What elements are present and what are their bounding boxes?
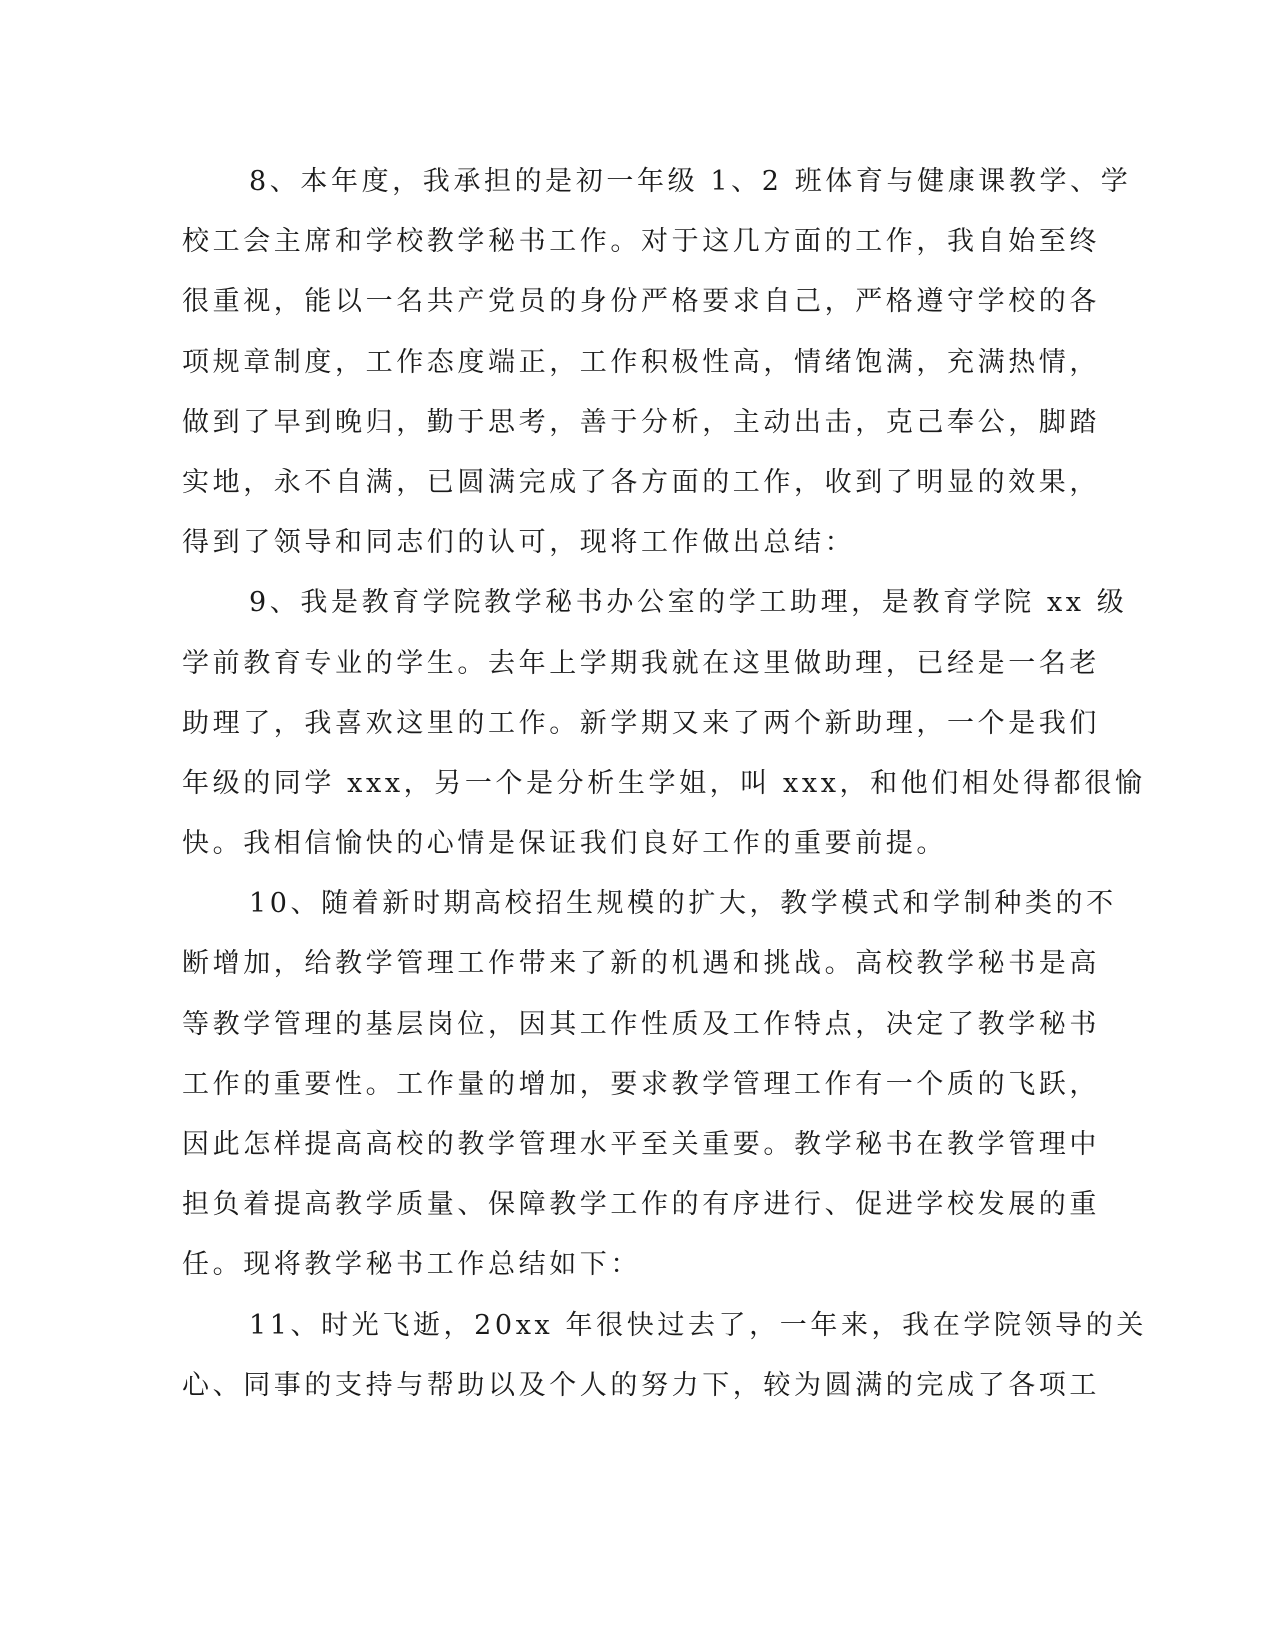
paragraph-line: 校工会主席和学校教学秘书工作。对于这几方面的工作，我自始至终 bbox=[182, 226, 1100, 258]
paragraph-line: 11、时光飞逝，20xx 年很快过去了，一年来，我在学院领导的关 bbox=[249, 1309, 1147, 1341]
paragraph-line: 助理了，我喜欢这里的工作。新学期又来了两个新助理，一个是我们 bbox=[182, 707, 1100, 739]
paragraph-11 bbox=[182, 1304, 1147, 1424]
paragraph-line: 很重视，能以一名共产党员的身份严格要求自己，严格遵守学校的各 bbox=[182, 286, 1100, 318]
paragraph-line: 工作的重要性。工作量的增加，要求教学管理工作有一个质的飞跃， bbox=[182, 1068, 1100, 1100]
paragraph-line: 项规章制度，工作态度端正，工作积极性高，情绪饱满，充满热情， bbox=[182, 346, 1100, 378]
paragraph-line: 9、我是教育学院教学秘书办公室的学工助理，是教育学院 xx 级 bbox=[249, 587, 1128, 619]
paragraph-line: 因此怎样提高高校的教学管理水平至关重要。教学秘书在教学管理中 bbox=[182, 1129, 1100, 1160]
paragraph-line: 10、随着新时期高校招生规模的扩大，教学模式和学制种类的不 bbox=[249, 888, 1117, 920]
paragraph-line: 8、本年度，我承担的是初一年级 1、2 班体育与健康课教学、学 bbox=[249, 166, 1132, 197]
paragraph-line: 任。现将教学秘书工作总结如下： bbox=[182, 1249, 641, 1281]
paragraph-line: 做到了早到晚归，勤于思考，善于分析，主动出击，克己奉公，脚踏 bbox=[182, 406, 1100, 438]
paragraph-line: 心、同事的支持与帮助以及个人的努力下，较为圆满的完成了各项工 bbox=[182, 1369, 1100, 1401]
paragraph-9 bbox=[182, 581, 1146, 882]
paragraph-line: 等教学管理的基层岗位，因其工作性质及工作特点，决定了教学秘书 bbox=[182, 1008, 1100, 1040]
paragraph-line: 断增加，给教学管理工作带来了新的机遇和挑战。高校教学秘书是高 bbox=[182, 948, 1100, 980]
paragraph-line: 年级的同学 xxx，另一个是分析生学姐，叫 xxx，和他们相处得都很愉 bbox=[182, 767, 1146, 799]
document-body bbox=[182, 160, 1147, 1424]
paragraph-line: 快。我相信愉快的心情是保证我们良好工作的重要前提。 bbox=[182, 828, 947, 860]
paragraph-line: 担负着提高教学质量、保障教学工作的有序进行、促进学校发展的重 bbox=[182, 1189, 1100, 1221]
paragraph-line: 得到了领导和同志们的认可，现将工作做出总结： bbox=[182, 527, 856, 559]
paragraph-line: 实地，永不自满，已圆满完成了各方面的工作，收到了明显的效果， bbox=[182, 466, 1100, 498]
paragraph-10 bbox=[182, 882, 1117, 1303]
paragraph-line: 学前教育专业的学生。去年上学期我就在这里做助理，已经是一名老 bbox=[182, 647, 1100, 679]
paragraph-8 bbox=[182, 160, 1132, 581]
